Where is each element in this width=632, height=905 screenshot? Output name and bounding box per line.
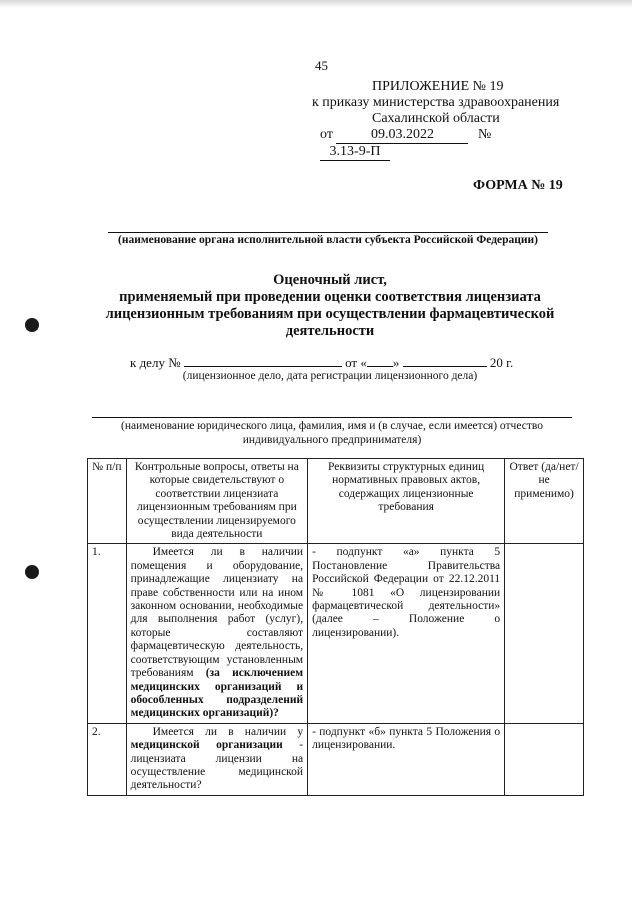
table-header-row <box>88 459 584 544</box>
punch-hole-top <box>25 318 39 332</box>
case-day-blank <box>367 355 393 367</box>
organ-fill-line <box>108 232 548 233</box>
row-2-question-text-b: - лицензиата лицензии на осуществление медицинской деятельности? <box>130 739 304 792</box>
annex-title: ПРИЛОЖЕНИЕ № 19 <box>372 79 504 94</box>
licensee-caption-line-1: (наименование юридического лица, фамилия, имя и (в случае, если имеется) отчество <box>121 420 543 432</box>
annex-date-line <box>312 127 562 161</box>
annex-number: 3.13-9-П <box>320 144 390 161</box>
table-row <box>88 723 584 795</box>
case-from: от « <box>345 355 367 370</box>
heading-line-1: Оценочный лист, <box>273 272 387 288</box>
row-2-question <box>126 723 307 795</box>
row-1-question-text: Имеется ли в наличии помещения и оборудование, принадлежащие лицензиату на праве собственности или на ином законном основании, необходимые для выполнения работ (услуг), которые составляют фармацевтическую деятельность, соответствующим установленным требованиям <box>130 546 304 680</box>
row-2-answer[interactable] <box>505 723 584 795</box>
case-number-blank <box>184 355 342 367</box>
annex-block <box>312 79 562 161</box>
case-year-prefix: 20 <box>489 355 503 370</box>
row-1-answer[interactable] <box>505 544 584 723</box>
licensee-caption <box>92 419 572 447</box>
heading-line-4: деятельности <box>285 323 375 339</box>
table-row <box>88 544 584 723</box>
header-question: Контрольные вопросы, ответы на которые свидетельствуют о соответствии лицензиата лицензионным требованиям при осуществлении лицензируемого вида деятельности <box>126 459 307 544</box>
row-1-refs: - подпункт «а» пункта 5 Постановление Правительства Российской Федерации от 22.12.2011 № 1081 «О лицензировании фармацевтической деятельности» (далее – Положение о лицензировании). <box>308 544 505 723</box>
case-month-blank <box>403 355 487 367</box>
header-refs: Реквизиты структурных единиц нормативных правовых актов, содержащих лицензионные требования <box>308 459 505 544</box>
row-2-refs: - подпункт «б» пункта 5 Положения о лицензировании. <box>308 723 505 795</box>
annex-region-line: Сахалинской области <box>372 111 500 126</box>
row-1-question <box>126 544 307 723</box>
scan-edge-shadow <box>0 0 632 8</box>
annex-number-label: № <box>477 127 492 142</box>
licensee-fill-line <box>92 417 572 418</box>
page-number: 45 <box>315 58 328 73</box>
row-2-num: 2. <box>88 723 127 795</box>
form-label: ФОРМА № 19 <box>473 178 563 193</box>
row-1-num: 1. <box>88 544 127 723</box>
row-1-question-bold: (за исключением медицинских организаций и обособленных подразделений медицинских организаций)? <box>130 667 304 720</box>
annex-from-label: от <box>320 127 333 142</box>
header-answer: Ответ (да/нет/не применимо) <box>505 459 584 544</box>
header-num: № п/п <box>88 459 127 544</box>
annex-date: 09.03.2022 <box>336 127 468 144</box>
case-year-suffix: г. <box>506 355 514 370</box>
organ-caption: (наименование органа исполнительной власти субъекта Российской Федерации) <box>117 234 538 246</box>
heading-line-3: лицензионным требованиям при осуществлении фармацевтической <box>105 306 555 322</box>
assessment-table <box>87 458 584 796</box>
case-caption: (лицензионное дело, дата регистрации лицензионного дела) <box>182 370 478 382</box>
case-prefix: к делу № <box>130 355 181 370</box>
case-close-quote: » <box>392 355 400 370</box>
document-heading <box>90 272 570 340</box>
case-line <box>130 355 513 371</box>
heading-line-2: применяемый при проведении оценки соответствия лицензиата <box>119 289 541 305</box>
row-2-question-text-a: Имеется ли в наличии у <box>152 725 304 738</box>
row-2-question-bold: медицинской организации <box>130 739 283 752</box>
punch-hole-bottom <box>25 565 39 579</box>
annex-order-line: к приказу министерства здравоохранения <box>312 95 560 110</box>
licensee-caption-line-2: индивидуального предпринимателя) <box>242 434 422 446</box>
